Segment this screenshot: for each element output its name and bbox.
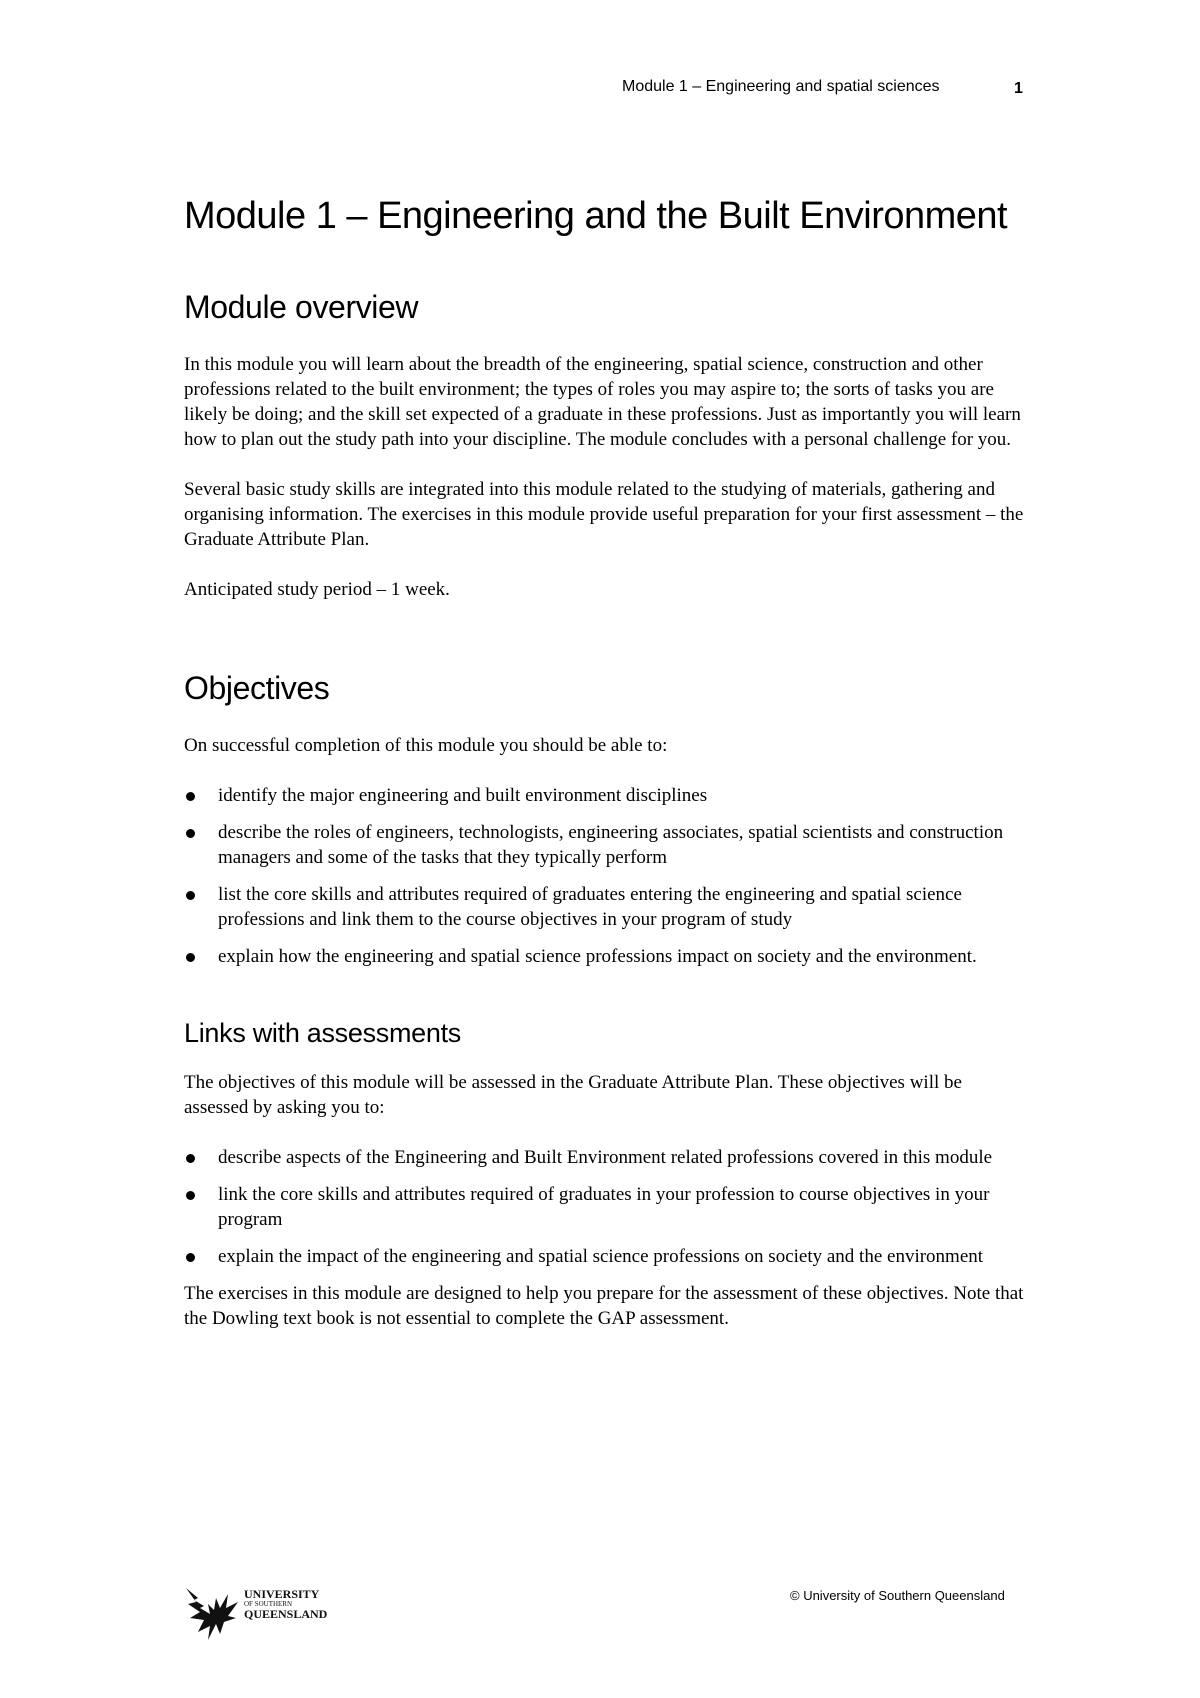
overview-paragraph-3: Anticipated study period – 1 week. bbox=[184, 578, 450, 600]
objectives-list bbox=[184, 783, 1024, 969]
bullet-icon bbox=[186, 1191, 195, 1200]
links-with-assessments-heading: Links with assessments bbox=[184, 1018, 462, 1049]
bullet-icon bbox=[186, 1253, 195, 1262]
list-item: explain how the engineering and spatial science professions impact on society and the environment. bbox=[184, 944, 1024, 969]
assessment-list bbox=[184, 1145, 1024, 1269]
list-item: explain the impact of the engineering and spatial science professions on society and the environment bbox=[184, 1244, 1024, 1269]
bullet-icon bbox=[186, 792, 195, 801]
bullet-icon bbox=[186, 891, 195, 900]
phoenix-bird-logo-icon bbox=[184, 1584, 242, 1642]
list-item: describe aspects of the Engineering and Built Environment related professions covered in this module bbox=[184, 1145, 1024, 1170]
list-item: list the core skills and attributes required of graduates entering the engineering and spatial science professions and link them to the course objectives in your program of study bbox=[184, 882, 1024, 932]
running-header: Module 1 – Engineering and spatial sciences bbox=[622, 78, 940, 95]
page-number: 1 bbox=[1014, 80, 1023, 97]
list-item: describe the roles of engineers, technologists, engineering associates, spatial scientists and construction managers and some of the tasks that they typically perform bbox=[184, 820, 1024, 870]
list-item: identify the major engineering and built environment disciplines bbox=[184, 783, 1024, 808]
overview-paragraph-1: In this module you will learn about the breadth of the engineering, spatial science, construction and other professions related to the built environment; the types of roles you may aspire to; the sorts of tasks you are likely be doing; and the skill set expected of a graduate in these professions. Just as importantly you will learn how to plan out the study path into your discipline. The module concludes with a personal challenge for you. bbox=[184, 353, 1021, 450]
logo-wordmark: UNIVERSITY OF SOUTHERN QUEENSLAND bbox=[244, 1587, 328, 1621]
usq-logo bbox=[184, 1584, 344, 1642]
page-title: Module 1 – Engineering and the Built Environment bbox=[184, 195, 1008, 237]
bullet-icon bbox=[186, 1154, 195, 1163]
module-overview-heading: Module overview bbox=[184, 288, 419, 325]
objectives-intro: On successful completion of this module you should be able to: bbox=[184, 735, 668, 757]
list-item: link the core skills and attributes required of graduates in your profession to course objectives in your program bbox=[184, 1182, 1024, 1232]
bullet-icon bbox=[186, 829, 195, 838]
objectives-heading: Objectives bbox=[184, 669, 330, 706]
links-intro: The objectives of this module will be assessed in the Graduate Attribute Plan. These objectives will be assessed by asking you to: bbox=[184, 1071, 962, 1118]
bullet-icon bbox=[186, 953, 195, 962]
overview-paragraph-2: Several basic study skills are integrated into this module related to the studying of materials, gathering and organising information. The exercises in this module provide useful preparation for your first assessment – the Graduate Attribute Plan. bbox=[184, 478, 1024, 550]
links-closing-paragraph: The exercises in this module are designed to help you prepare for the assessment of these objectives. Note that the Dowling text book is not essential to complete the GAP assessment. bbox=[184, 1282, 1024, 1329]
page-content bbox=[184, 194, 1024, 1331]
copyright-notice: © University of Southern Queensland bbox=[790, 1588, 1005, 1603]
